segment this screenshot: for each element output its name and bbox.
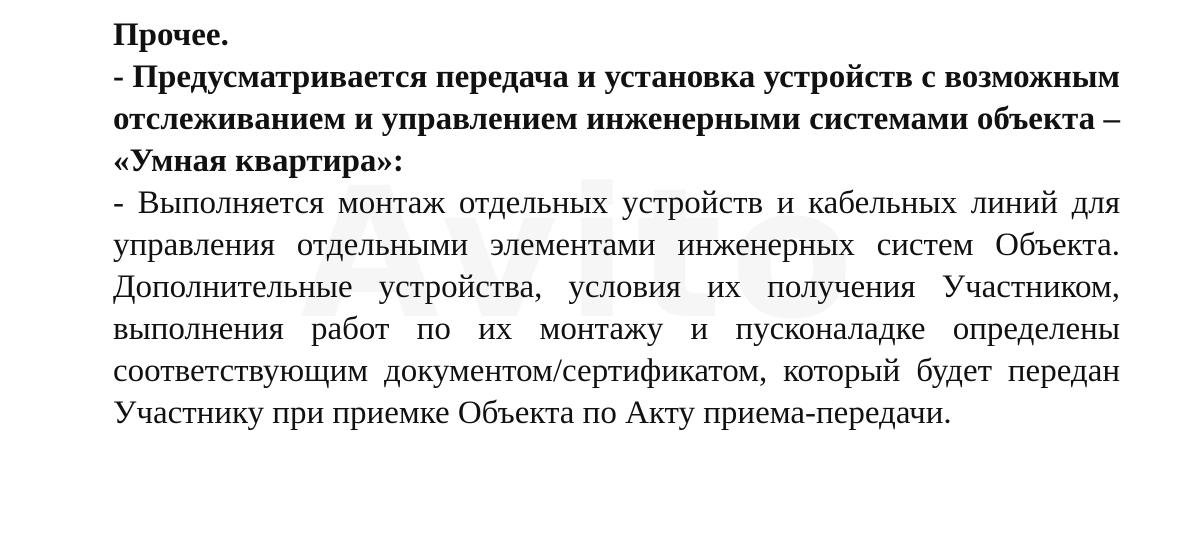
document-page xyxy=(113,14,1120,434)
bold-paragraph: - Предусматривается передача и установка устройств с возможным отслеживанием и управлением инженерными системами объекта – «Умная квартира»: xyxy=(113,59,1120,179)
body-paragraph: - Выполняется монтаж отдельных устройств и кабельных линий для управления отдельными элементами инженерных систем Объекта. Дополнительные устройства, условия их получения Участником, выполнения работ по их монтажу и пусконаладке определены соответствующим документом/сертификатом, который будет передан Участнику при приемке Объекта по Акту приема-передачи. xyxy=(113,185,1120,431)
section-heading: Прочее. xyxy=(113,17,229,53)
